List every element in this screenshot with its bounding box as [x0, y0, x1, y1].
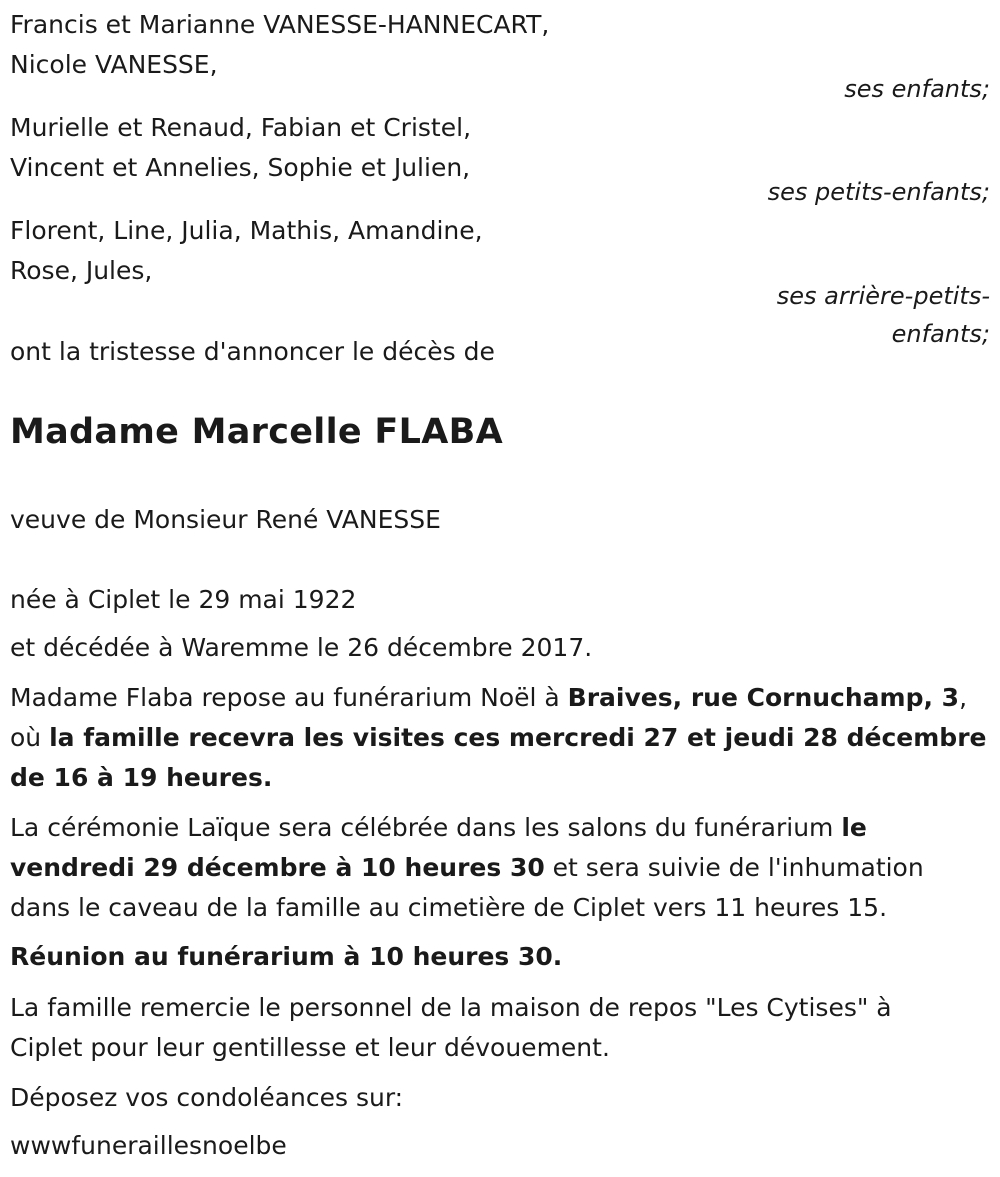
deceased-name: Madame Marcelle FLABA — [10, 412, 503, 452]
grandchildren-names-line-2: Vincent et Annelies, Sophie et Julien, — [10, 153, 471, 182]
visit-address: Braives, rue Cornuchamp, 3 — [567, 683, 960, 712]
visit-comma: , — [959, 683, 968, 712]
grandchildren-role: ses petits-enfants; — [767, 178, 990, 206]
visit-time-range: de 16 à 19 heures. — [10, 763, 273, 792]
ceremony-line-2 — [10, 848, 990, 888]
announcement-text: ont la tristesse d'annoncer le décès de — [10, 337, 495, 366]
meeting-bold: Réunion au funérarium à 10 heures 30. — [10, 942, 563, 971]
grandchildren-names-line-1: Murielle et Renaud, Fabian et Cristel, — [10, 113, 472, 142]
great-grandchildren-role-line-2: enfants; — [891, 320, 990, 348]
widow-of-text: veuve de Monsieur René VANESSE — [10, 505, 441, 534]
thanks-line-1: La famille remercie le personnel de la maison de repos "Les Cytises" à — [10, 993, 892, 1022]
meeting-text — [10, 937, 562, 977]
condolences-website: wwwfuneraillesnoelbe — [10, 1131, 287, 1160]
children-names-line-2: Nicole VANESSE, — [10, 50, 218, 79]
visit-text-3: où — [10, 723, 50, 752]
great-grandchildren-names-line-2: Rose, Jules, — [10, 256, 153, 285]
great-grandchildren-role-line-1: ses arrière-petits- — [776, 282, 990, 310]
visit-line-2 — [10, 718, 990, 758]
ceremony-line-1 — [10, 808, 990, 848]
visit-line-1 — [10, 678, 990, 718]
ceremony-text-2: et sera suivie de l'inhumation — [544, 853, 924, 882]
death-text: et décédée à Waremme le 26 décembre 2017. — [10, 633, 593, 662]
thanks-line-2: Ciplet pour leur gentillesse et leur dévouement. — [10, 1033, 610, 1062]
birth-text: née à Ciplet le 29 mai 1922 — [10, 585, 357, 614]
ceremony-paragraph — [10, 808, 990, 928]
children-names-line-1: Francis et Marianne VANESSE-HANNECART, — [10, 10, 550, 39]
visit-paragraph — [10, 678, 990, 798]
visit-line-3 — [10, 758, 990, 798]
great-grandchildren-names-line-1: Florent, Line, Julia, Mathis, Amandine, — [10, 216, 483, 245]
ceremony-date: vendredi 29 décembre à 10 heures 30 — [10, 853, 545, 882]
visit-text-1: Madame Flaba repose au funérarium Noël à — [10, 683, 568, 712]
children-role: ses enfants; — [844, 75, 990, 103]
ceremony-le: le — [841, 813, 867, 842]
visit-hours-text: la famille recevra les visites ces mercredi 27 et jeudi 28 décembre — [49, 723, 987, 752]
ceremony-text-3: dans le caveau de la famille au cimetière de Ciplet vers 11 heures 15. — [10, 893, 888, 922]
condolences-label: Déposez vos condoléances sur: — [10, 1083, 404, 1112]
ceremony-line-3 — [10, 888, 990, 928]
ceremony-text-1: La cérémonie Laïque sera célébrée dans les salons du funérarium — [10, 813, 842, 842]
